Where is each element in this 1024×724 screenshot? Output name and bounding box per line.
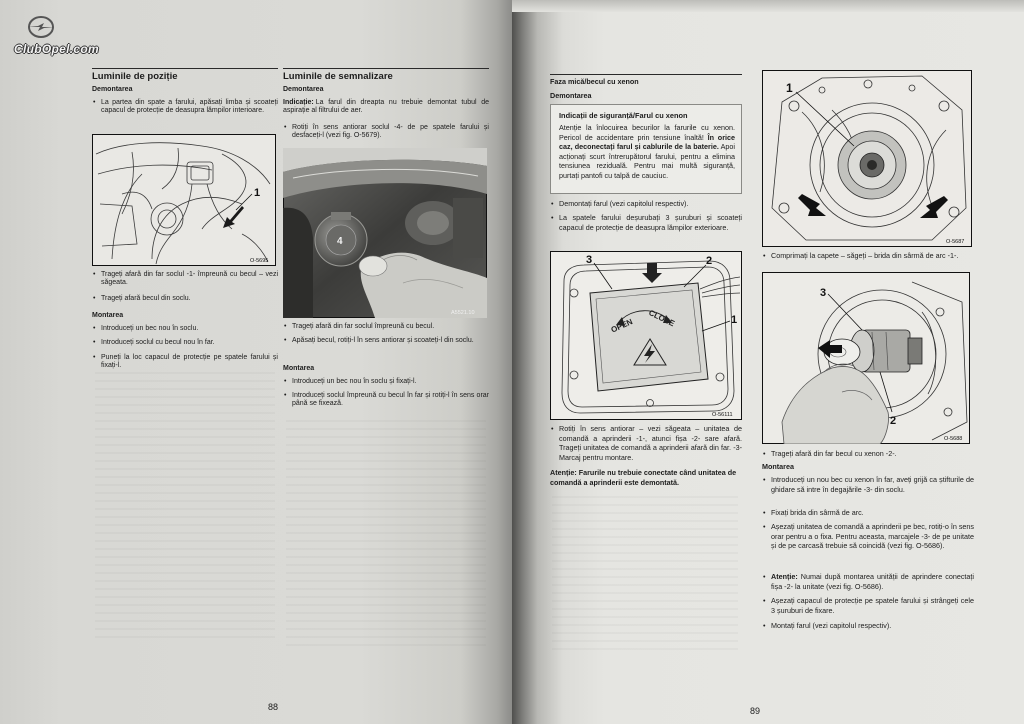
page-number-right: 89 — [750, 706, 761, 716]
list-item: • Puneți la loc capacul de protecție pe spatele farului și fixați-l. — [92, 354, 278, 370]
ignition-unit-drawing — [590, 283, 708, 391]
figure-code: O-5688 — [944, 436, 963, 442]
list-item: • Așezați unitatea de comandă a aprinderii pe bec, rotiți-o în sens orar pentru a o fixa. Pentru aceasta, marcajele -3- de pe unitate și de pe carcasă trebuie să coincidă (vezi fig. O-5686). — [762, 522, 974, 551]
list-item-attention — [762, 572, 974, 591]
removal-heading: Demontarea — [283, 86, 324, 93]
list-item: • Fixați brida din sârmă de arc. — [762, 508, 974, 518]
figure-code: O-56111 — [712, 412, 733, 418]
list-item: • Trageți afară becul din soclu. — [92, 295, 278, 303]
list-item: • La partea din spate a farului, apăsați limba și scoateți capacul de protecție de deasupra lămpilor interioare. — [92, 99, 278, 115]
section-title: Faza mică/becul cu xenon — [550, 74, 742, 87]
list-item: • Trageți afară din far soclul împreună cu becul. — [283, 323, 489, 331]
list-item: • Introduceți soclul împreună cu becul în far și rotiți-l în sens orar până se fixează. — [283, 392, 489, 408]
callout-1: 1 — [254, 187, 261, 199]
figure-code: O-5687 — [946, 239, 965, 245]
left-column-turn-signals — [283, 0, 489, 724]
figure-wire-clip — [762, 70, 972, 247]
callout-2: 2 — [890, 415, 897, 427]
right-column-xenon-bulb — [762, 0, 974, 724]
section-title: Luminile de semnalizare — [283, 68, 489, 82]
right-column-xenon-removal — [550, 0, 742, 724]
figure-ignition-unit — [550, 251, 742, 420]
list-item: • Apăsați becul, rotiți-l în sens antiorar și scoateți-l din soclu. — [283, 337, 489, 345]
list-item: • Trageți afară din far becul cu xenon -2-. — [762, 449, 974, 459]
safety-notice-box — [550, 104, 742, 194]
callout-3: 3 — [820, 287, 827, 299]
list-item: • Introduceți un bec nou în soclu. — [92, 325, 278, 333]
removal-heading: Demontarea — [550, 91, 592, 100]
list-item: • Introduceți soclul cu becul nou în far. — [92, 339, 278, 347]
left-column-position-lights — [92, 0, 278, 724]
list-item: • Introduceți un bec nou în soclu și fixați-l. — [283, 378, 489, 386]
install-heading: Montarea — [283, 365, 315, 372]
opel-logo-icon — [26, 14, 56, 40]
figure-xenon-bulb — [762, 272, 970, 444]
note-label: Indicație: — [283, 99, 314, 106]
callout-1: 1 — [731, 314, 738, 326]
page-number-left: 88 — [268, 702, 279, 712]
safety-text-2: Apoi acționați scurt întrerupătorul farului, pentru a elimina tensiunea reziduală. Pentru mai multă siguranță, purtați pantofi cu talpă de cauciuc. — [559, 142, 735, 180]
callout-4: 4 — [337, 236, 343, 247]
callout-2: 2 — [706, 255, 713, 267]
figure-position-light-socket — [92, 134, 276, 266]
note-text: La farul din dreapta nu trebuie demontat tubul de aspirație al filtrului de aer. — [283, 99, 489, 114]
install-heading: Montarea — [92, 312, 124, 319]
safety-text-1: Atenție la înlocuirea becurilor la farurile cu xenon. Pericol de accidentare prin tensiune înaltă! — [559, 123, 735, 142]
open-label: OPEN — [609, 317, 635, 335]
list-item: • Rotiți în sens antiorar soclul -4- de pe spatele farului și desfaceți-l (vezi fig. O-5679). — [283, 124, 489, 140]
safety-text-bold: În orice caz, deconectați farul și cablurile de la baterie. — [559, 132, 735, 151]
list-item: • Rotiți în sens antiorar – vezi săgeata – unitatea de comandă a aprinderii -1-, atunci fișa -2- sare afară. Trageți unitatea de comandă a aprinderii afară din far. -3- Marcaj pentru montare. — [550, 424, 742, 462]
list-item: • Comprimați la capete – săgeți – brida din sârmă de arc -1-. — [762, 251, 974, 261]
list-item: • La spatele farului deșurubați 3 șuruburi și scoateți capacul de protecție de deasupra lămpilor exterioare. — [550, 213, 742, 232]
list-item: • Introduceți un nou bec cu xenon în far, aveți grijă ca știfturile de ghidare să intre în degajările -3- din soclu. — [762, 475, 974, 494]
callout-3: 3 — [586, 254, 593, 266]
note-paragraph — [283, 99, 489, 115]
list-item: • Așezați capacul de protecție pe spatele farului și strângeți cele 3 șuruburi de fixare. — [762, 596, 974, 615]
close-label: CLOSE — [647, 308, 676, 329]
figure-code: A5521.10 — [451, 310, 475, 316]
bulb-base-drawing — [838, 131, 906, 199]
safety-notice-text — [559, 123, 735, 180]
list-item: • Trageți afară din far soclul -1- împreună cu becul – vezi săgeata. — [92, 271, 278, 287]
figure-turn-signal-socket-photo — [283, 148, 487, 318]
install-heading: Montarea — [762, 462, 794, 471]
removal-heading: Demontarea — [92, 86, 133, 93]
safety-notice-title: Indicații de siguranță/Farul cu xenon — [559, 111, 688, 120]
callout-1: 1 — [786, 81, 793, 95]
logo-text: ClubOpel.com — [14, 42, 99, 56]
list-item: • Demontați farul (vezi capitolul respectiv). — [550, 199, 742, 209]
warning-paragraph: Atenție: Farurile nu trebuie conectate când unitatea de comandă a aprinderii este demontată. — [550, 468, 737, 487]
attention-label: Atenție: — [771, 572, 798, 581]
section-title: Luminile de poziție — [92, 68, 278, 82]
list-item: • Montați farul (vezi capitolul respectiv). — [762, 621, 974, 631]
figure-code: O-5695 — [250, 258, 269, 264]
attention-text: Numai după montarea unității de aprindere conectați fișa -2- la unitate (vezi fig. O-5686). — [771, 572, 974, 591]
